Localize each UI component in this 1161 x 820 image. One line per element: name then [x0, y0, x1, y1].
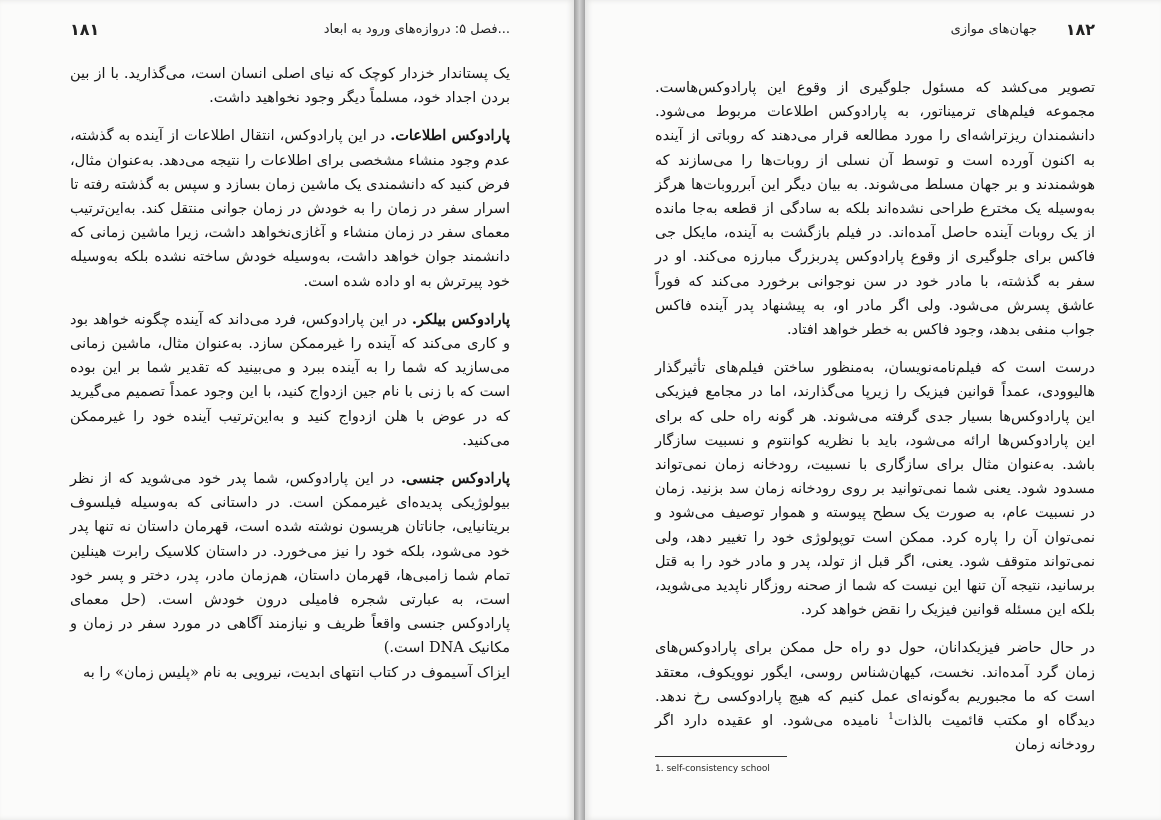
paragraph-3-part-a: در حال حاضر فیزیکدانان، حول دو راه حل ممکن برای پارادوکس‌های زمان گرد آمده‌اند. نخست، کیهان‌شناس روسی، ایگور نوویکوف، معتقد است که ما مجبوریم به‌گونه‌ای عمل کنیم که هیچ پارادوکسی رخ ندهد. دیدگاه او مکتب قائمیت بالذات: [655, 640, 1096, 730]
book-gutter: [574, 0, 585, 820]
biller-paradox-term: پارادوکس بیلکر.: [411, 310, 510, 328]
information-paradox-paragraph: [70, 124, 510, 293]
left-page-header: [70, 22, 510, 44]
footnote: 1. self-consistency school: [655, 764, 770, 774]
paragraph-2: درست است که فیلم‌نامه‌نویسان، به‌منظور ساختن فیلم‌های تأثیرگذار هالیوودی، عمداً قوانین فیزیک را زیرپا می‌گذارند، اما در مجامع فیزیکی این پارادوکس‌ها بسیار جدی گرفته می‌شوند. هر گونه راه حلی که برای این پارادوکس‌ها ارائه می‌شود، باید با نظریه کوانتوم و نسبیت سازگار باشد. به‌عنوان مثال برای سازگاری با نسبیت، رودخانه زمان نمی‌تواند مسدود شود. یعنی شما نمی‌توانید بر روی رودخانه زمان سد بزنید. زمان در نسبیت عام، به صورت یک سطح پیوسته و هموار توصیف می‌شود و نمی‌توان آن را پاره کرد. ممکن است توپولوژی خود را تغییر دهد، ولی نمی‌تواند متوقف شود. یعنی، اگر قبل از تولد، پدر و مادر خود را به قتل برسانید، نتیجه آن تنها این نیست که شما از صحنه روزگار ناپدید می‌شوید، بلکه این مسئله قوانین فیزیک را نقض خواهد کرد.: [655, 360, 1095, 619]
right-page-body: [655, 76, 1095, 757]
left-page: [0, 0, 574, 820]
information-paradox-body: در این پارادوکس، انتقال اطلاعات از آینده به گذشته، عدم وجود منشاء مشخصی برای اطلاعات را نتیجه می‌دهد. به‌عنوان مثال، فرض کنید که دانشمندی یک ماشین زمان بسازد و سپس به گذشته رفته تا اسرار سفر در زمان را به خودش در زمان جوانی منتقل کند. به‌این‌ترتیب معمای سفر در زمان منشاء و آغازی‌نخواهد داشت، زیرا ماشین زمانی که دانشمند جوان خواهد داشت، به‌وسیله خودش ساخته نشده بلکه به‌وسیله خود پیرترش به او داده شده است.: [70, 128, 510, 290]
running-title: فصل ۵: دروازه‌های ورود به ابعاد...: [323, 22, 510, 37]
intro-paragraph: یک پستاندار خزدار کوچک که نیای اصلی انسان است، می‌گذارید. با از بین بردن اجداد خود، مسلماً دیگر وجود نخواهید داشت.: [70, 66, 510, 107]
page-number: ۱۸۲: [1065, 20, 1095, 39]
sexual-paradox-body: در این پارادوکس، شما پدر خود می‌شوید که از نظر بیولوژیکی پدیده‌ای غیرممکن است. در داستانی که به‌وسیله فیلسوف بریتانیایی، جاناتان هریسون نوشته شده است، قهرمان داستان نه تنها پدر خود می‌شود، بلکه خود را نیز می‌خورد. در داستان کلاسیک رابرت هینلین تمام شما زامبی‌ها، قهرمان داستان، هم‌زمان مادر، پدر، دختر و پسر خود است، به عبارتی شجره فامیلی درون خودش است. (حل معمای پارادوکس جنسی واقعاً ظریف و نیازمند آگاهی در مورد سفر در زمان و مکانیک DNA است.): [70, 471, 510, 657]
biller-paradox-paragraph: [70, 308, 510, 453]
left-page-body: [70, 62, 510, 685]
paragraph-3-part-b: نامیده می‌شود. او عقیده دارد اگر رودخانه زمان: [655, 713, 1095, 754]
right-page: [585, 0, 1161, 820]
right-page-header: [655, 22, 1095, 44]
page-number: ۱۸۱: [70, 20, 100, 39]
paragraph-3: [655, 636, 1095, 757]
sexual-paradox-term: پارادوکس جنسی.: [401, 470, 510, 488]
paragraph-1: تصویر می‌کشد که مسئول جلوگیری از وقوع این پارادوکس‌هاست. مجموعه فیلم‌های ترمیناتور، به پارادوکس اطلاعات مربوط می‌شود. دانشمندان ریزتراشه‌ای را مورد مطالعه قرار می‌دهند که روباتی از آینده به اکنون آورده است و توسط آن نسلی از روبات‌ها را می‌سازند که هوشمندند و بر جهان مسلط می‌شوند. به بیان دیگر این اَبرروبات‌ها هرگز به‌وسیله یک مخترع طراحی نشده‌اند بلکه به سادگی از قطعه به‌جا مانده از یک روبات آینده حاصل آمده‌اند. در فیلم بازگشت به آینده، مایکل جی فاکس برای جلوگیری از وقوع پارادوکس پدربزرگ مبارزه می‌کند. او در سفر به گذشته، با مادر خود در سن نوجوانی برخورد می‌کند که فوراً عاشق پسرش می‌شود. ولی اگر مادر او، به پیشنهاد پدر آینده فاکس جواب منفی بدهد، وجود فاکس به خطر خواهد افتاد.: [655, 80, 1095, 339]
information-paradox-term: پارادوکس اطلاعات.: [390, 127, 510, 145]
biller-paradox-body: در این پارادوکس، فرد می‌داند که آینده چگونه خواهد بود و کاری می‌کند که آینده را غیرممکن سازد. به‌عنوان مثال، ماشین زمانی می‌سازید که شما را به آینده ببرد و می‌بینید که تقدیر شما بر این بوده است که با زنی با نام جین ازدواج کنید، با این وجود عمداً تصمیم می‌گیرید که در عوض با هلن ازدواج کنید و به‌این‌ترتیب آینده خود را غیرممکن می‌کنید.: [70, 311, 510, 449]
sexual-paradox-paragraph: [70, 467, 510, 661]
footnote-marker: 1: [888, 712, 894, 723]
running-title: جهان‌های موازی: [950, 22, 1037, 37]
footnote-rule: [655, 756, 787, 757]
closing-paragraph: ایزاک آسیموف در کتاب انتهای ابدیت، نیرویی به نام «پلیس زمان» را به: [82, 664, 510, 681]
